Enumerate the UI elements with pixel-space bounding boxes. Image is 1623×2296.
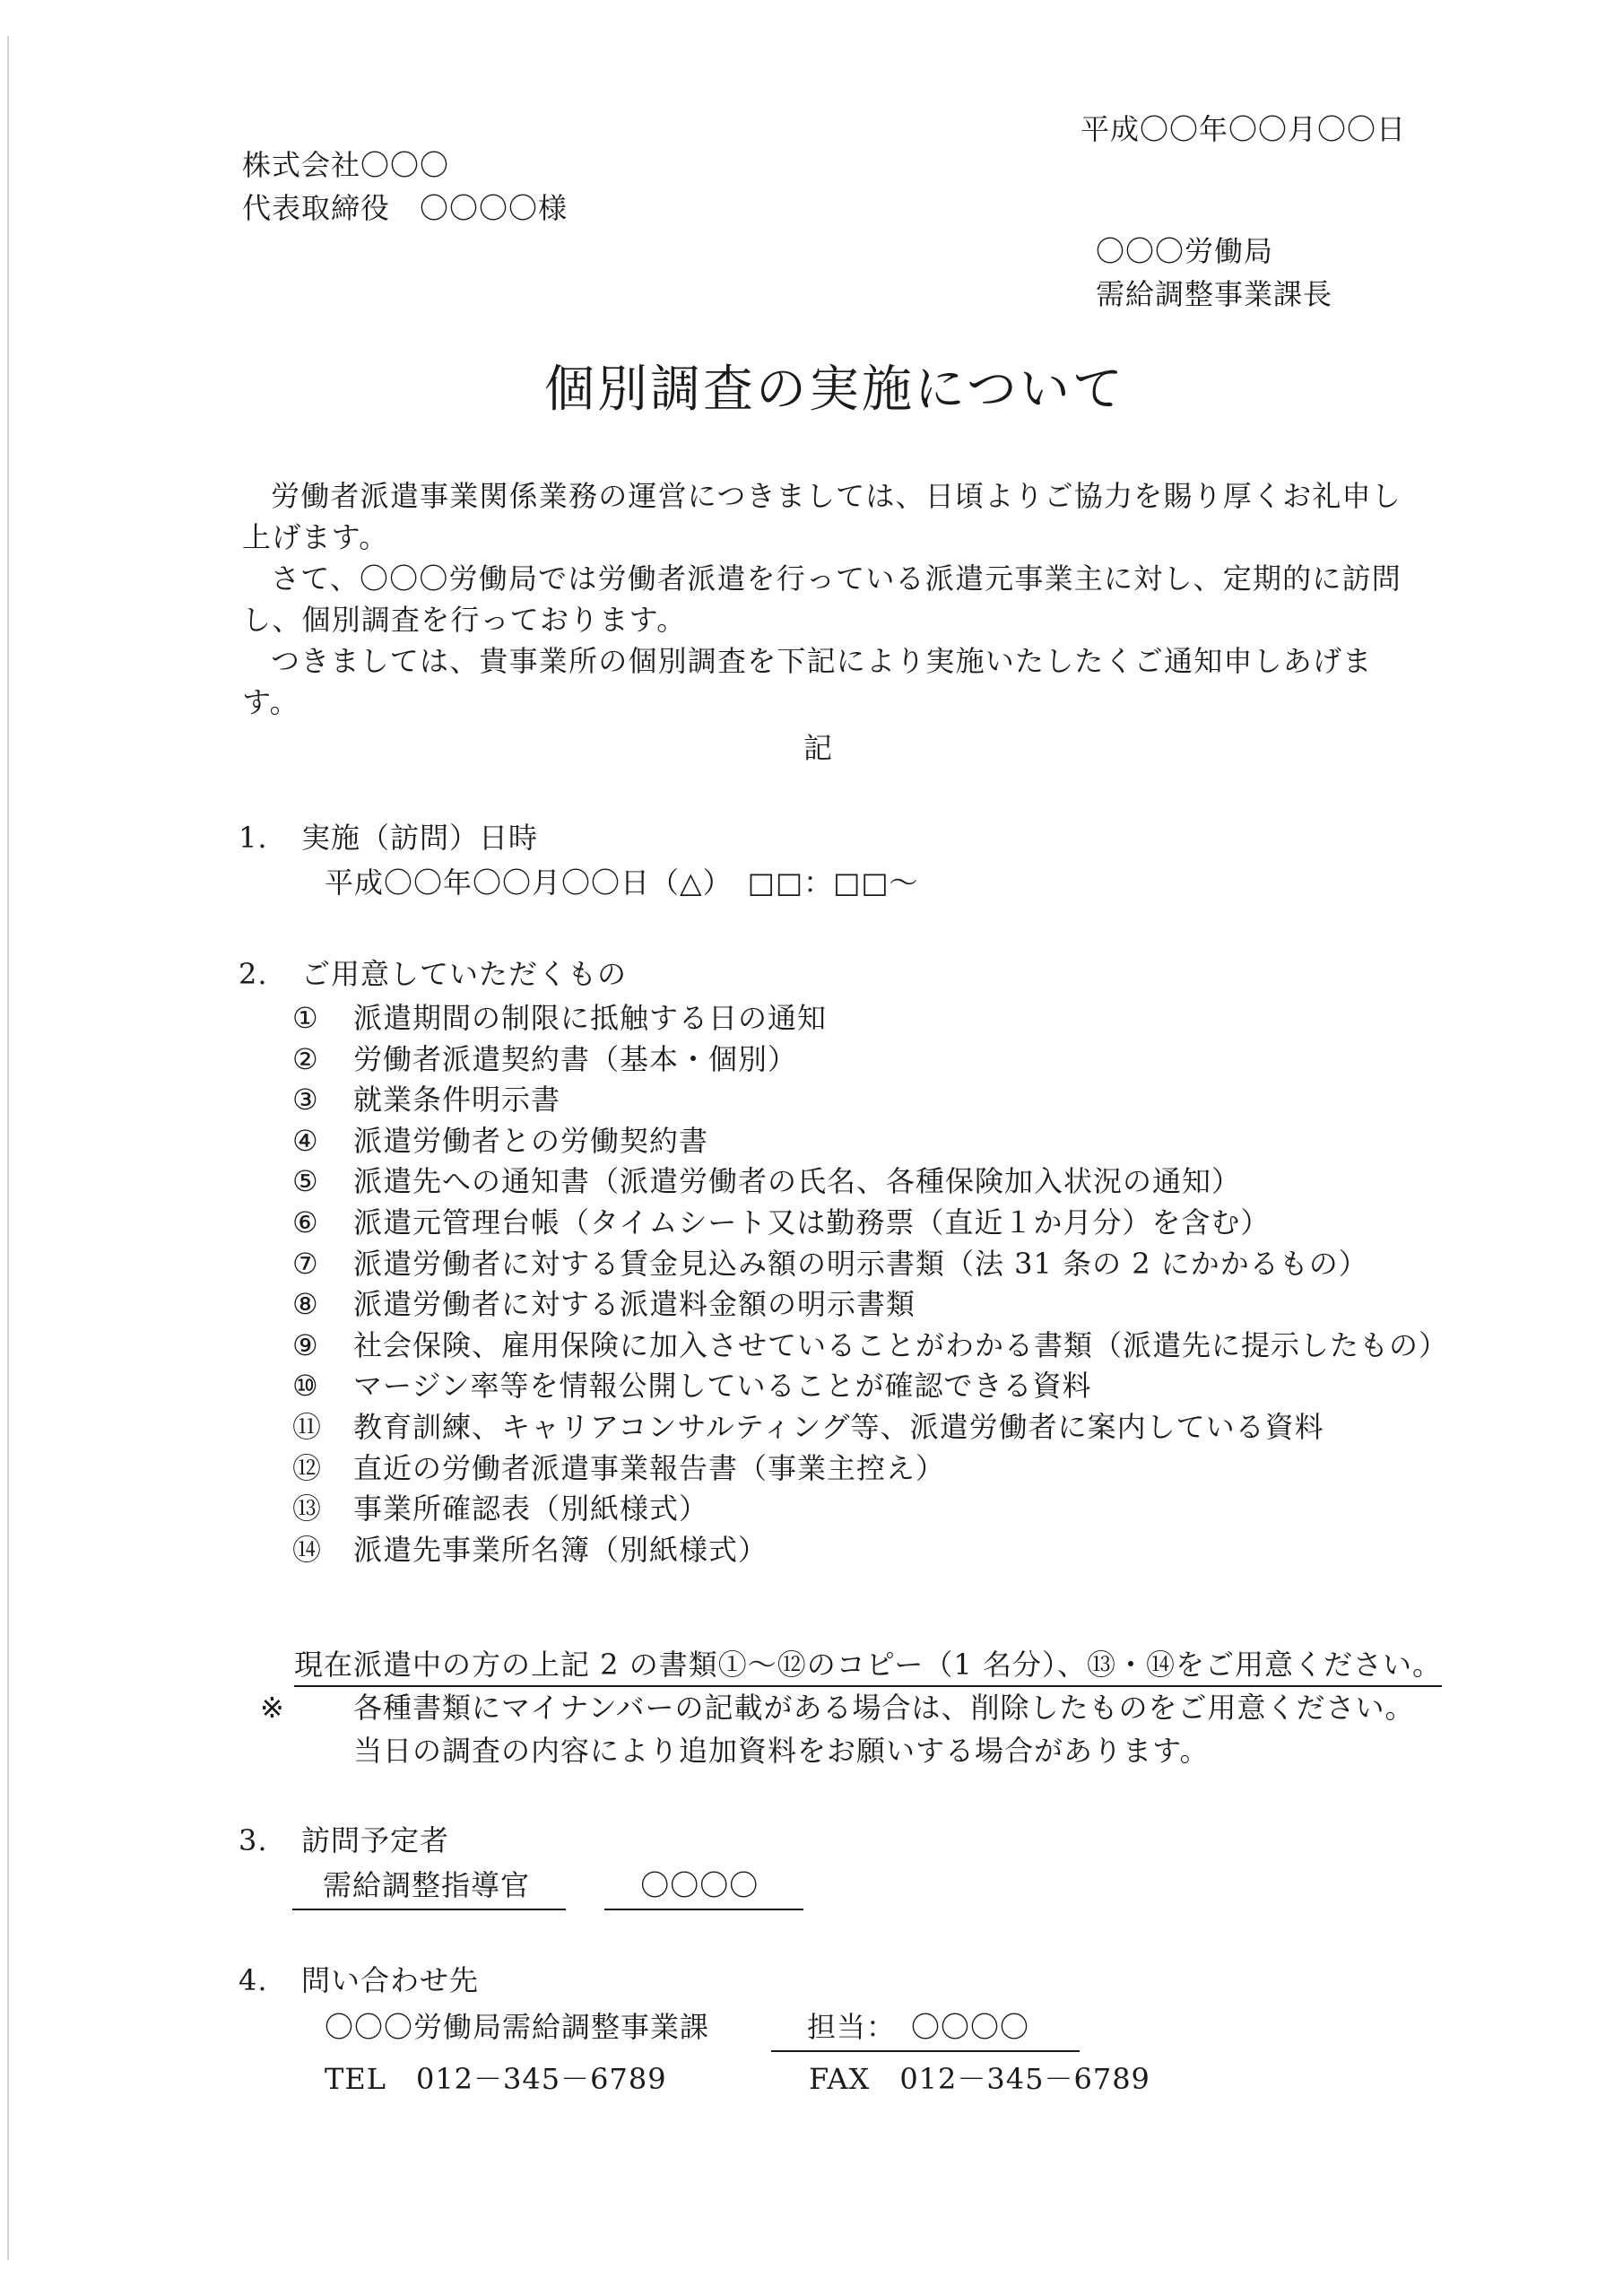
item-text: マージン率等を情報公開していることが確認できる資料: [353, 1369, 1092, 1404]
note-mark: ※: [260, 1691, 285, 1725]
copy-instruction: [294, 1645, 1442, 1684]
list-item: [292, 1489, 1448, 1530]
sender-office: 〇〇〇労働局: [1096, 234, 1274, 268]
list-item: [292, 1407, 1448, 1448]
sender-section: 需給調整事業課長: [1096, 277, 1333, 311]
item-text: 就業条件明示書: [353, 1083, 561, 1118]
item-text: 社会保険、雇用保険に加入させていることがわかる書類（派遣先に提示したもの）: [353, 1327, 1449, 1362]
item-mark: ⑧: [292, 1287, 319, 1322]
list-item: [292, 998, 1448, 1039]
body-paragraph-2: さて、〇〇〇労働局では労働者派遣を行っている派遣元事業主に対し、定期的に訪問し、個別調査を行っております。: [242, 561, 1402, 637]
item-mark: ⑨: [292, 1327, 319, 1362]
contact-tel: TEL 012－345－6789: [325, 2062, 667, 2096]
body-paragraph-1: 労働者派遣事業関係業務の運営につきましては、日頃よりご協力を賜り厚くお礼申し上げます。: [242, 479, 1402, 554]
item-text: 派遣期間の制限に抵触する日の通知: [353, 1001, 828, 1035]
list-item: [292, 1530, 1448, 1571]
item-text: 直近の労働者派遣事業報告書（事業主控え）: [353, 1450, 946, 1485]
item-mark: ⑪: [292, 1409, 323, 1444]
section-2-title: ご用意していただくもの: [301, 957, 628, 991]
recipient-representative: 代表取締役 〇〇〇〇様: [242, 191, 568, 225]
item-mark: ⑭: [292, 1532, 323, 1567]
section-3-heading: [239, 1821, 449, 1860]
required-documents-list: [292, 998, 1448, 1570]
section-1-number: 1.: [239, 821, 268, 855]
item-mark: ⑬: [292, 1492, 323, 1526]
list-item: [292, 1121, 1448, 1162]
item-mark: ①: [292, 1001, 319, 1035]
list-item: [292, 1448, 1448, 1490]
copy-instruction-text: 現在派遣中の方の上記 2 の書類①～⑫のコピー（1 名分）、⑬・⑭をご用意ください。: [294, 1648, 1442, 1687]
item-mark: ⑥: [292, 1205, 319, 1239]
item-text: 労働者派遣契約書（基本・個別）: [353, 1041, 798, 1076]
section-4-heading: [239, 1961, 479, 2000]
body-text: [242, 475, 1408, 723]
item-text: 派遣労働者との労働契約書: [353, 1123, 709, 1158]
ki-heading: 記: [803, 731, 834, 765]
note-text-1: 各種書類にマイナンバーの記載がある場合は、削除したものをご用意ください。: [353, 1691, 1415, 1725]
contact-office: 〇〇〇労働局需給調整事業課: [325, 2010, 710, 2044]
list-item: [292, 1326, 1448, 1367]
section-1-heading: [239, 818, 538, 857]
note-row-1: [260, 1688, 1415, 1727]
item-mark: ⑫: [292, 1450, 323, 1485]
visitor-title: 需給調整指導官: [292, 1866, 566, 1910]
contact-person: [771, 2007, 1080, 2052]
item-text: 派遣労働者に対する派遣料金額の明示書類: [353, 1287, 916, 1322]
list-item: [292, 1039, 1448, 1081]
list-item: [292, 1244, 1448, 1285]
section-1-title: 実施（訪問）日時: [301, 821, 539, 855]
list-item: [292, 1080, 1448, 1121]
section-3-number: 3.: [239, 1823, 268, 1857]
contact-fax: FAX 012－345－6789: [809, 2062, 1150, 2096]
visitor-row: [292, 1866, 803, 1910]
list-item: [292, 1366, 1448, 1407]
section-3-title: 訪問予定者: [301, 1823, 450, 1857]
visitor-name: 〇〇〇〇: [604, 1866, 803, 1910]
body-paragraph-3: つきましては、貴事業所の個別調査を下記により実施いたしたくご通知申しあげます。: [242, 644, 1373, 719]
item-text: 派遣先への通知書（派遣労働者の氏名、各種保険加入状況の通知）: [353, 1164, 1242, 1199]
item-mark: ⑩: [292, 1369, 319, 1404]
item-text: 派遣労働者に対する賃金見込み額の明示書類（法 31 条の 2 にかかるもの）: [353, 1246, 1368, 1281]
list-item: [292, 1161, 1448, 1203]
note-text-2: 当日の調査の内容により追加資料をお願いする場合があります。: [353, 1734, 1210, 1768]
item-mark: ③: [292, 1083, 319, 1118]
item-mark: ④: [292, 1123, 319, 1158]
section-2-number: 2.: [239, 957, 268, 991]
item-text: 派遣元管理台帳（タイムシート又は勤務票（直近１か月分）を含む）: [353, 1205, 1271, 1239]
contact-person-text: 担当： 〇〇〇〇: [771, 2007, 1080, 2052]
visit-datetime: 平成〇〇年〇〇月〇〇日（△） □□：□□～: [325, 865, 919, 900]
scan-edge-line: [7, 36, 9, 2260]
section-4-title: 問い合わせ先: [301, 1963, 480, 1997]
item-mark: ⑦: [292, 1246, 319, 1281]
item-mark: ②: [292, 1041, 319, 1076]
item-mark: ⑤: [292, 1164, 319, 1199]
section-4-number: 4.: [239, 1963, 268, 1997]
item-text: 事業所確認表（別紙様式）: [353, 1492, 709, 1526]
list-item: [292, 1284, 1448, 1326]
section-2-heading: [239, 954, 627, 994]
document-date: 平成〇〇年〇〇月〇〇日: [1081, 112, 1407, 146]
recipient-company: 株式会社〇〇〇: [242, 148, 450, 182]
list-item: [292, 1203, 1448, 1244]
page-title: 個別調査の実施について: [544, 361, 1125, 419]
item-text: 派遣先事業所名簿（別紙様式）: [353, 1532, 768, 1567]
item-text: 教育訓練、キャリアコンサルティング等、派遣労働者に案内している資料: [353, 1409, 1324, 1444]
